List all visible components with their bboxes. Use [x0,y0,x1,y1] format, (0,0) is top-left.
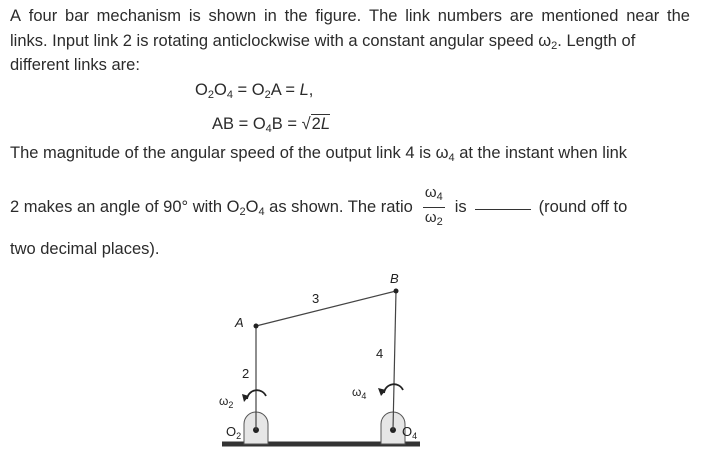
word: link [405,7,430,25]
word: bar [65,7,89,25]
link-3 [256,291,396,326]
word: are [509,7,534,25]
ratio-fraction: $\frac{\omega_4}{\omega_2}$ [424,184,443,228]
word: figure. [315,7,362,25]
label-link-4: 4 [376,346,384,361]
label-b: B [390,271,399,286]
word: four [28,7,58,25]
word: is [188,7,201,25]
label-link-2: 2 [242,366,250,381]
word: mechanism [96,7,182,25]
word: A [10,7,22,25]
label-omega4: $\omega_4$ [352,385,367,401]
problem-line-4: The magnitude of the angular speed of the output link 4 is $\omega_4$ at the instant when link [10,144,628,164]
word: mentioned [541,7,619,25]
word: numbers [437,7,502,25]
word: the [667,7,690,25]
problem-line-6: two decimal places). [10,240,160,258]
label-o2: $O_2$ [226,424,242,441]
label-a: A [235,315,244,330]
joint-b [394,289,399,294]
equation-link-lengths-1: $O_2O_4 = O_2A = L$, [195,81,314,101]
label-link-3: 3 [312,291,320,306]
problem-line-2: links. Input link 2 is rotating anticlockwise with a constant angular speed $\omega_2$. Length of [10,32,636,52]
word: the [284,7,308,25]
problem-line-3: different links are: [10,56,140,74]
link-4 [393,291,396,430]
word: near [626,7,660,25]
word: shown [208,7,257,25]
word: The [368,7,398,25]
problem-line-5: 2 makes an angle of 90° with $O_2O_4$ as shown. The ratio $\frac{\omega_4}{\omega_2}$ is (round off to [10,184,627,224]
label-o4: $O_4$ [402,424,418,441]
word: in [264,7,277,25]
equation-link-lengths-2: AB = $O_4B = √2L$ [212,115,331,135]
label-omega2: $\omega_2$ [219,394,234,410]
joint-a [254,324,259,329]
